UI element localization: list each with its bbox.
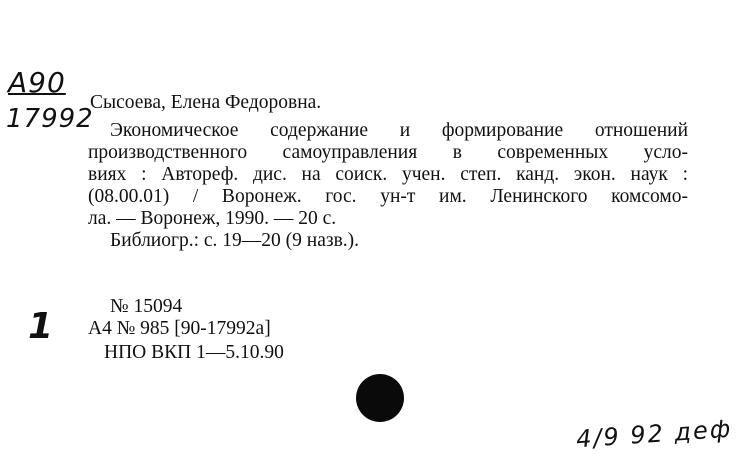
- bibliography-note: Библиогр.: с. 19—20 (9 назв.).: [110, 230, 360, 251]
- title-line-1: Экономическое содержание и формирование отношений: [110, 120, 688, 141]
- card-punch-hole: [356, 374, 404, 422]
- title-line-4: (08.00.01) / Воронеж. гос. ун-т им. Ленинского комсомо-: [88, 186, 688, 207]
- title-line-2: производственного самоуправления в современных усло-: [88, 142, 688, 163]
- title-line-5: ла. — Воронеж, 1990. — 20 с.: [88, 208, 337, 229]
- registry-number: № 15094: [110, 296, 183, 317]
- title-line-3: виях : Автореф. дис. на соиск. учен. степ. канд. экон. наук :: [88, 164, 688, 185]
- shelf-code: А4 № 985 [90-17992а]: [88, 318, 271, 339]
- handwritten-date-note: 4/9 92 деф: [575, 414, 734, 454]
- handwritten-accession-number: 17992: [6, 104, 94, 134]
- handwritten-shelf-mark: А90: [8, 66, 66, 99]
- author-name: Сысоева, Елена Федоровна.: [90, 92, 322, 113]
- handwritten-copy-mark: 1: [28, 306, 55, 347]
- distribution-line: НПО ВКП 1—5.10.90: [104, 342, 284, 363]
